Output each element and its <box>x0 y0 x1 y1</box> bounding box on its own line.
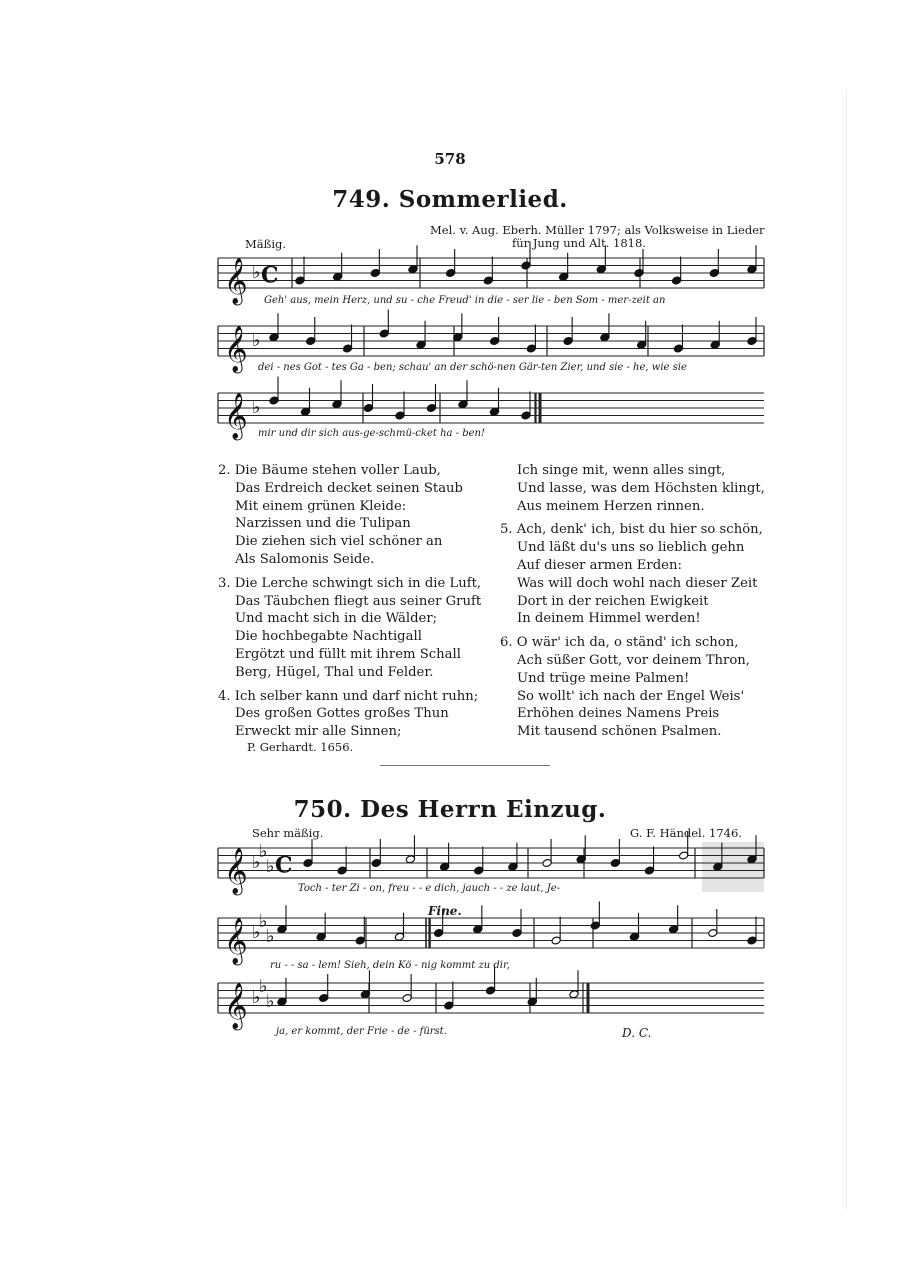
treble-clef-icon: 𝄞 <box>224 393 248 439</box>
verse-line: Auf dieser armen Erden: <box>517 557 682 573</box>
verse-line: Die hochbegabte Nachtigall <box>235 629 422 645</box>
treble-clef-icon: 𝄞 <box>224 983 248 1029</box>
common-time-icon: C <box>261 262 279 289</box>
flat-sign-icon: ♭ <box>252 262 261 283</box>
verse-line: Aus meinem Herzen rinnen. <box>517 498 705 514</box>
flat-sign-icon: ♭ <box>259 840 268 862</box>
verse-line: Und trüge meine Palmen! <box>517 670 690 686</box>
flat-sign-icon: ♭ <box>252 852 261 873</box>
hymn-749-lyric-line-1: Geh' aus, mein Herz, und su - che Freud' in die - ser lie - ben Som - mer-zeit an <box>264 295 666 306</box>
hymn-749-tempo: Mäßig. <box>245 237 287 251</box>
verse-line: Die ziehen sich viel schöner an <box>235 534 443 550</box>
verse-line: Des großen Gottes großes Thun <box>235 706 449 722</box>
flat-sign-icon: ♭ <box>252 922 261 943</box>
verse-line: Erhöhen deines Namens Preis <box>517 706 720 722</box>
verse-line: 4. Ich selber kann und darf nicht ruhn; <box>218 688 479 704</box>
verse-line: 3. Die Lerche schwingt sich in die Luft, <box>218 575 482 591</box>
verse-line: Das Erdreich decket seinen Staub <box>235 480 463 496</box>
hymn-749-lyric-line-3: mir und dir sich aus-ge-schmü-cket ha - ben! <box>258 428 485 439</box>
verse-line: 6. O wär' ich da, o ständ' ich schon, <box>500 635 739 651</box>
page-number: 578 <box>434 150 466 168</box>
verse-line: Mit tausend schönen Psalmen. <box>517 724 722 740</box>
verse-line: Ergötzt und füllt mit ihrem Schall <box>235 646 461 662</box>
verse-line: Berg, Hügel, Thal und Felder. <box>235 664 434 680</box>
flat-sign-icon: ♭ <box>252 987 261 1008</box>
verse-line: Als Salomonis Seide. <box>235 551 375 567</box>
verse-line: Und lasse, was dem Höchsten klingt, <box>517 480 765 496</box>
flat-sign-icon: ♭ <box>252 397 261 418</box>
verse-line: Dort in der reichen Ewigkeit <box>517 593 709 609</box>
flat-sign-icon: ♭ <box>259 910 268 932</box>
verse-line: 5. Ach, denk' ich, bist du hier so schön, <box>500 522 763 538</box>
hymn-750-lyric-line-1: Toch - ter Zi - on, freu - - e dich, jauch - - ze laut, Je- <box>298 883 561 894</box>
flat-sign-icon: ♭ <box>266 990 275 1012</box>
verse-line: Ich singe mit, wenn alles singt, <box>517 463 726 478</box>
hymn-749-title: 749. Sommerlied. <box>332 186 568 213</box>
treble-clef-icon: 𝄞 <box>224 848 248 894</box>
verse-line: Was will doch wohl nach dieser Zeit <box>517 575 758 591</box>
hymn-749-lyric-line-2: dei - nes Got - tes Ga - ben; schau' an der schö-nen Gär-ten Zier, und sie - he, wie sie <box>258 362 687 373</box>
verse-line: Erweckt mir alle Sinnen; <box>235 724 402 740</box>
hymn-750-lyric-line-2: ru - - sa - lem! Sieh, dein Kö - nig kommt zu dir, <box>270 960 510 971</box>
hymn-750-lyric-line-3: ja, er kommt, der Frie - de - fürst. <box>276 1026 447 1037</box>
flat-sign-icon: ♭ <box>266 925 275 947</box>
verse-line: Das Täubchen fliegt aus seiner Gruft <box>235 593 482 609</box>
da-capo-marking: D. C. <box>622 1026 652 1040</box>
verse-line: Mit einem grünen Kleide: <box>235 498 407 514</box>
verse-line: Und macht sich in die Wälder; <box>235 611 438 627</box>
flat-sign-icon: ♭ <box>259 975 268 997</box>
melody-credit-line-1: Mel. v. Aug. Eberh. Müller 1797; als Volksweise in Lieder <box>430 223 765 237</box>
common-time-icon: C <box>275 852 293 879</box>
verse-line: Narzissen und die Tulipan <box>235 516 411 532</box>
verse-line: Und läßt du's uns so lieblich gehn <box>517 540 745 556</box>
hymn-750-title: 750. Des Herrn Einzug. <box>293 796 607 823</box>
verse-line: So wollt' ich nach der Engel Weis' <box>517 688 745 704</box>
fine-marking: Fine. <box>428 904 462 918</box>
flat-sign-icon: ♭ <box>252 330 261 351</box>
treble-clef-icon: 𝄞 <box>224 326 248 372</box>
verse-line: In deinem Himmel werden! <box>517 611 701 627</box>
hymn-749-author: P. Gerhardt. 1656. <box>247 740 354 754</box>
treble-clef-icon: 𝄞 <box>224 918 248 964</box>
melody-credit-line-2: für Jung und Alt. 1818. <box>512 236 646 250</box>
flat-sign-icon: ♭ <box>266 855 275 877</box>
verse-line: 2. Die Bäume stehen voller Laub, <box>218 463 441 478</box>
verse-line: Ach süßer Gott, vor deinem Thron, <box>517 652 750 668</box>
hymn-750-tempo: Sehr mäßig. <box>252 826 324 840</box>
treble-clef-icon: 𝄞 <box>224 258 248 304</box>
hymn-750-composer: G. F. Händel. 1746. <box>630 826 742 840</box>
